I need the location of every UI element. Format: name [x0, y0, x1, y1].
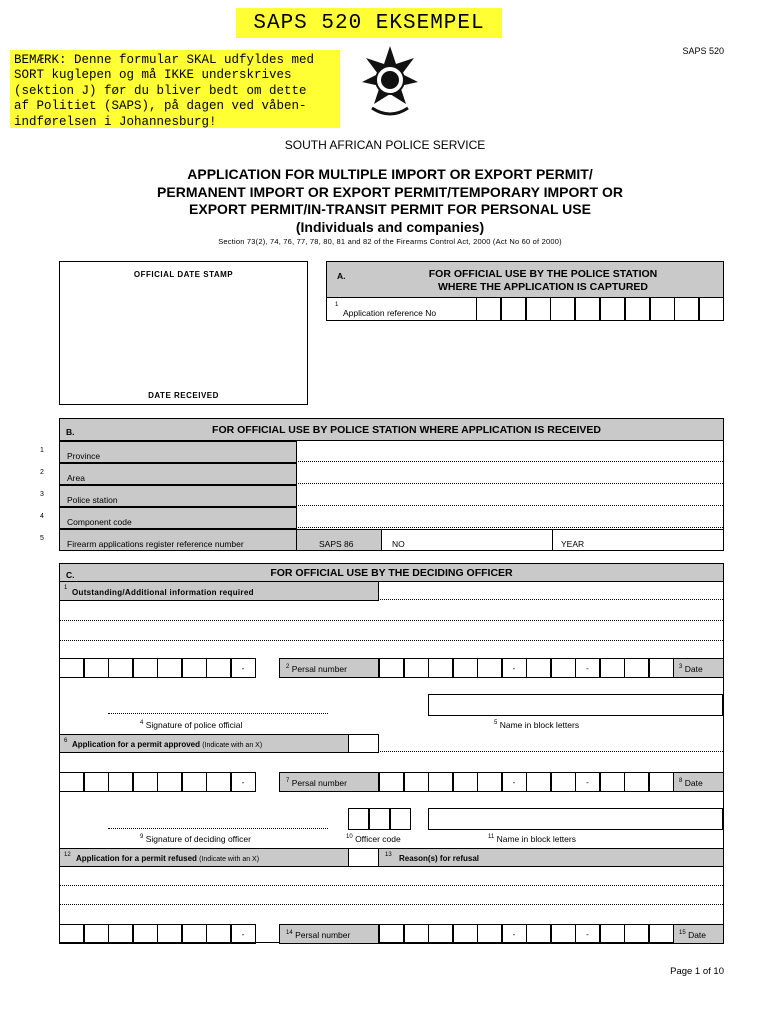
persal-left-cell[interactable]	[59, 772, 84, 792]
persal-right-cell[interactable]	[624, 658, 649, 678]
persal-right-cell[interactable]	[379, 924, 404, 944]
outstanding-info-line-2[interactable]	[60, 620, 723, 621]
reference-digit-cell[interactable]	[600, 297, 625, 321]
section-b-header	[59, 418, 724, 441]
persal-left-cell[interactable]	[59, 924, 84, 944]
persal-row-1	[59, 658, 724, 678]
persal-left-cell[interactable]	[157, 772, 182, 792]
persal-number-label: $^7$ Persal number	[279, 772, 379, 792]
refusal-line-1[interactable]	[60, 885, 723, 886]
persal-row-2	[59, 772, 724, 792]
persal-left-cell[interactable]	[206, 658, 231, 678]
outstanding-info-line-3[interactable]	[60, 640, 723, 641]
instruction-note: BEMÆRK: Denne formular SKAL udfyldes med SORT kuglepen og må IKKE underskrives (sektion J) før du bliver bedt om dette af Politiet (SAPS), på dagen ved våben- indførelsen i Johannesburg!	[10, 50, 340, 128]
section-a-letter: A.	[337, 271, 346, 281]
section-b-row-value[interactable]	[298, 505, 723, 506]
persal-left-cell[interactable]	[133, 658, 158, 678]
field-6-number: 6	[64, 738, 68, 744]
section-b-letter: B.	[66, 427, 75, 437]
persal-right-cell[interactable]	[551, 924, 576, 944]
persal-right-cell: -	[575, 658, 600, 678]
name-block-letters-1-field[interactable]	[428, 694, 723, 716]
name-block-letters-2-label: $^{11}$ Name in block letters	[488, 834, 576, 844]
persal-right-cell: -	[575, 772, 600, 792]
persal-right-cell[interactable]	[526, 924, 551, 944]
persal-right-cell[interactable]	[477, 658, 502, 678]
section-b-row-number: 5	[40, 535, 44, 542]
reference-digit-cell[interactable]	[699, 297, 724, 321]
persal-left-cell[interactable]	[133, 772, 158, 792]
signature-deciding-officer-line[interactable]	[108, 828, 328, 829]
section-b-row-label: Police station	[59, 485, 297, 507]
persal-left-cell[interactable]	[59, 658, 84, 678]
section-b-row-value[interactable]	[298, 483, 723, 484]
officer-code-cell[interactable]	[390, 808, 411, 830]
persal-right-cell[interactable]	[624, 772, 649, 792]
section-b-row-label: Firearm applications register reference number	[59, 529, 297, 551]
section-b-row-number: 3	[40, 491, 44, 498]
form-title: APPLICATION FOR MULTIPLE IMPORT OR EXPORT PERMIT/ PERMANENT IMPORT OR EXPORT PERMIT/TEMPORARY IMPORT OR EXPORT PERMIT/IN-TRANSIT PERMIT FOR PERSONAL USE (Individuals and companies)	[157, 166, 623, 235]
register-year-field[interactable]: YEAR	[552, 529, 724, 551]
section-a-title: FOR OFFICIAL USE BY THE POLICE STATION WHERE THE APPLICATION IS CAPTURED	[428, 268, 658, 293]
refused-checkbox[interactable]	[348, 848, 379, 867]
section-b-title: FOR OFFICIAL USE BY POLICE STATION WHERE APPLICATION IS RECEIVED	[212, 424, 601, 436]
persal-left-cell[interactable]	[108, 658, 133, 678]
section-b-row-label: Area	[59, 463, 297, 485]
reference-digit-cell[interactable]	[501, 297, 526, 321]
persal-left-cell[interactable]	[206, 924, 231, 944]
persal-left-cell: -	[231, 658, 256, 678]
persal-left-cell[interactable]	[84, 772, 109, 792]
document-title: SAPS 520 EKSEMPEL	[236, 8, 502, 38]
section-b-row-value[interactable]	[298, 461, 723, 462]
persal-right-cell: -	[502, 658, 527, 678]
persal-right-cell[interactable]	[404, 924, 429, 944]
persal-left-cell[interactable]	[108, 924, 133, 944]
section-c-body	[59, 581, 724, 943]
approved-line[interactable]	[380, 751, 723, 752]
refusal-reasons-label: Reason(s) for refusal	[399, 854, 480, 863]
field-13-number: 13	[385, 852, 392, 858]
legislation-reference: Section 73(2), 74, 76, 77, 78, 80, 81 and 82 of the Firearms Control Act, 2000 (Act No 60 of 2000)	[218, 237, 562, 246]
persal-number-label: $^2$ Persal number	[279, 658, 379, 678]
section-c-header	[59, 563, 724, 582]
persal-left-cell[interactable]	[206, 772, 231, 792]
signature-deciding-officer-label: $^9$ Signature of deciding officer	[140, 834, 251, 844]
persal-left-cell[interactable]	[84, 924, 109, 944]
reference-digit-cell[interactable]	[575, 297, 600, 321]
signature-police-official-line[interactable]	[108, 713, 328, 714]
persal-right-cell[interactable]	[428, 772, 453, 792]
official-date-stamp-box[interactable]	[59, 261, 308, 405]
section-b-row-number: 2	[40, 469, 44, 476]
date-received-label: DATE RECEIVED	[148, 391, 219, 400]
persal-left-cell[interactable]	[182, 658, 207, 678]
persal-right-cell[interactable]	[379, 658, 404, 678]
form-code: SAPS 520	[682, 46, 724, 56]
persal-right-cell: -	[575, 924, 600, 944]
ref-number: 1	[335, 302, 339, 308]
persal-right-cell: -	[502, 772, 527, 792]
persal-right-cell[interactable]	[404, 658, 429, 678]
signature-police-official-label: $^4$ Signature of police official	[140, 720, 243, 730]
persal-right-cell[interactable]	[551, 658, 576, 678]
persal-right-cell[interactable]	[649, 924, 674, 944]
persal-left-cell: -	[231, 924, 256, 944]
persal-right-cell[interactable]	[600, 772, 625, 792]
outstanding-info-label: Outstanding/Additional information required	[72, 588, 254, 597]
application-reference-label: Application reference No	[343, 308, 437, 318]
reference-digit-cell[interactable]	[625, 297, 650, 321]
register-no-field[interactable]: NO	[381, 529, 553, 551]
date-label: $^{15}$ Date	[673, 924, 724, 944]
section-a-header	[326, 261, 724, 298]
officer-code-cell[interactable]	[369, 808, 390, 830]
persal-left-cell[interactable]	[108, 772, 133, 792]
persal-right-cell[interactable]	[526, 658, 551, 678]
reference-digit-cell[interactable]	[526, 297, 551, 321]
date-label: $^3$ Date	[673, 658, 724, 678]
name-block-letters-1-label: $^5$ Name in block letters	[494, 720, 580, 730]
persal-right-cell[interactable]	[453, 658, 478, 678]
reference-digit-cell[interactable]	[476, 297, 501, 321]
persal-left-cell[interactable]	[157, 924, 182, 944]
page-number: Page 1 of 10	[670, 966, 724, 977]
refused-label-box	[59, 848, 349, 867]
section-b-row-value[interactable]	[298, 527, 723, 528]
persal-right-cell[interactable]	[600, 658, 625, 678]
reference-digit-cell[interactable]	[650, 297, 675, 321]
persal-left-cell[interactable]	[182, 924, 207, 944]
persal-right-cell[interactable]	[379, 772, 404, 792]
persal-number-label: $^{14}$ Persal number	[279, 924, 379, 944]
persal-right-cell[interactable]	[649, 658, 674, 678]
field-1-number: 1	[64, 585, 68, 591]
officer-code-cell[interactable]	[348, 808, 369, 830]
saps-crest-icon	[360, 44, 420, 120]
refused-label: Application for a permit refused (Indicate with an X)	[76, 854, 260, 863]
persal-right-cell[interactable]	[551, 772, 576, 792]
persal-right-cell[interactable]	[404, 772, 429, 792]
reference-digit-cell[interactable]	[674, 297, 699, 321]
date-label: $^8$ Date	[673, 772, 724, 792]
persal-left-cell[interactable]	[84, 658, 109, 678]
approved-checkbox[interactable]	[348, 734, 379, 753]
outstanding-info-line-1[interactable]	[380, 599, 723, 600]
persal-right-cell[interactable]	[453, 924, 478, 944]
persal-right-cell[interactable]	[477, 772, 502, 792]
outstanding-info-label-box	[59, 581, 379, 601]
approved-label-box	[59, 734, 349, 753]
persal-left-cell: -	[231, 772, 256, 792]
persal-right-cell: -	[502, 924, 527, 944]
approved-label: Application for a permit approved (Indicate with an X)	[72, 740, 263, 749]
persal-right-cell[interactable]	[649, 772, 674, 792]
refusal-reasons-label-box	[378, 848, 724, 867]
persal-right-cell[interactable]	[526, 772, 551, 792]
persal-right-cell[interactable]	[477, 924, 502, 944]
organisation-name: SOUTH AFRICAN POLICE SERVICE	[284, 138, 486, 152]
section-c-letter: C.	[66, 570, 75, 580]
persal-right-cell[interactable]	[624, 924, 649, 944]
reference-digit-cell[interactable]	[550, 297, 575, 321]
section-c-title: FOR OFFICIAL USE BY THE DECIDING OFFICER	[270, 567, 513, 579]
field-12-number: 12	[64, 852, 71, 858]
persal-right-cell[interactable]	[428, 658, 453, 678]
persal-right-cell[interactable]	[453, 772, 478, 792]
persal-row-3	[59, 924, 724, 944]
persal-left-cell[interactable]	[157, 658, 182, 678]
refusal-line-2[interactable]	[60, 904, 723, 905]
stamp-label: OFFICIAL DATE STAMP	[133, 270, 234, 279]
persal-left-cell[interactable]	[182, 772, 207, 792]
section-b-row-label: Province	[59, 441, 297, 463]
persal-right-cell[interactable]	[428, 924, 453, 944]
section-b-row-number: 4	[40, 513, 44, 520]
section-b-row-label: Component code	[59, 507, 297, 529]
persal-right-cell[interactable]	[600, 924, 625, 944]
persal-left-cell[interactable]	[133, 924, 158, 944]
officer-code-label: $^{10}$ Officer code	[346, 834, 401, 844]
name-block-letters-2-field[interactable]	[428, 808, 723, 830]
section-b-row-number: 1	[40, 447, 44, 454]
saps86-label: SAPS 86	[296, 529, 382, 551]
